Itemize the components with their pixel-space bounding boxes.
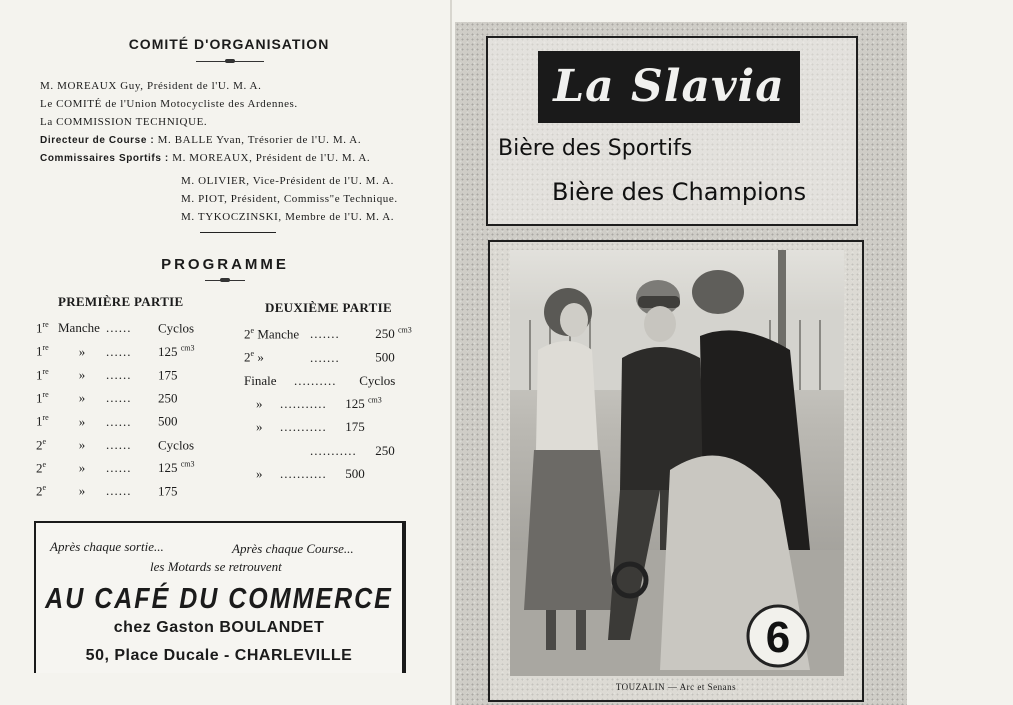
part1-row-label: 1re [36, 413, 49, 429]
part1-row [36, 390, 178, 406]
cafe-advert [34, 521, 406, 673]
part1-row-dots: ...... [106, 343, 132, 359]
advert-line2: les Motards se retrouvent [150, 559, 282, 574]
part2-title: DEUXIÈME PARTIE [265, 300, 392, 315]
part1-row-value: 125 $^{cm3}$ [158, 343, 195, 359]
programme-ornament [205, 280, 245, 281]
part1-row-dots: ...... [106, 460, 132, 476]
part2-row [244, 443, 395, 459]
part1-row-value: 500 [158, 413, 178, 429]
part1-row-label: 1re [36, 366, 49, 382]
slogan-sportifs: Bière des Sportifs [498, 136, 693, 161]
part1-row-label: 1re [36, 389, 49, 406]
commissaire-4: M. TYKOCZINSKI, Membre de l'U. M. A. [181, 211, 395, 223]
photo-caption: TOUZALIN — Arc et Senans [615, 682, 737, 692]
part1-row-label: 2e [36, 459, 47, 476]
part2-row-dots: ........... [310, 442, 357, 458]
part1-row [36, 343, 195, 359]
part2-row-value: 500 [342, 465, 365, 481]
commissaires-line [40, 152, 370, 164]
part1-row-dots: ...... [106, 483, 132, 499]
brand-logo: La Slavia [538, 51, 800, 123]
part2-row-value: 250 [372, 442, 395, 458]
riders-illustration [510, 250, 844, 676]
title-ornament [196, 61, 264, 62]
part2-row [244, 419, 365, 435]
organisation-rule [200, 232, 276, 233]
part2-row-value: 250 $^{cm3}$ [372, 326, 412, 342]
part1-row-label: 1re [36, 343, 49, 359]
part2-row-name: » [256, 396, 263, 412]
part2-row-name: 2e » [244, 349, 264, 365]
slogan-champions: Bière des Champions [552, 178, 807, 206]
director-line [40, 134, 361, 146]
part1-row-name: » [78, 483, 86, 499]
part1-row-value: 175 [158, 366, 178, 382]
part2-row-dots: ....... [310, 349, 340, 365]
part2-row-value: 500 [372, 349, 395, 365]
part2-row-name: Finale [244, 372, 277, 388]
part1-row [36, 367, 178, 383]
part2-row-value: 125 $^{cm3}$ [342, 395, 382, 412]
part1-row-label: 2e [36, 483, 47, 499]
part1-row-value: 175 [158, 483, 178, 499]
part2-row-name: 2e Manche [244, 326, 300, 342]
part1-row-name: » [78, 390, 86, 406]
part1-row-name: » [78, 366, 86, 382]
part1-row-value: Cyclos [158, 320, 195, 336]
commissaire-2: M. OLIVIER, Vice-Président de l'U. M. A. [181, 175, 395, 187]
part1-row [36, 437, 194, 453]
cafe-owner: chez Gaston BOULANDET [113, 619, 325, 636]
advert-line1-left: Après chaque sortie... [50, 539, 164, 554]
part1-row-dots: ...... [106, 413, 132, 429]
director-label: Directeur de Course : [40, 135, 155, 146]
photo-panel [488, 240, 864, 702]
part2-row-dots: ........... [280, 465, 327, 481]
part1-row [36, 320, 194, 336]
advert-line1-right: Après chaque Course... [232, 541, 354, 556]
part1-row-value: 125 $^{cm3}$ [158, 459, 195, 476]
part1-row [36, 483, 178, 499]
part2-row-dots: ....... [310, 326, 340, 342]
programme-page [0, 0, 450, 705]
part1-row-value: Cyclos [158, 436, 195, 452]
page-fold [450, 0, 452, 705]
member-line-1: M. MOREAUX Guy, Président de l'U. M. A. [40, 80, 262, 92]
part2-row [244, 373, 395, 389]
commissaire-3: M. PIOT, Président, Commiss"e Technique. [181, 193, 398, 205]
part1-row-dots: ...... [106, 366, 132, 382]
part1-row-name: » [78, 460, 86, 476]
programme-title: PROGRAMME [161, 256, 289, 273]
member-line-2: Le COMITÉ de l'Union Motocycliste des Ardennes. [40, 98, 298, 110]
cafe-name: AU CAFÉ DU COMMERCE [45, 582, 393, 616]
part2-row-name: » [256, 465, 263, 481]
race-number: 6 [765, 613, 791, 662]
part2-row [244, 349, 395, 365]
part2-row-name: » [256, 419, 263, 435]
part1-row [36, 413, 178, 429]
rider-photo [510, 250, 844, 676]
commissaire-1: M. MOREAUX, Président de l'U. M. A. [172, 152, 371, 164]
member-line-3: La COMMISSION TECHNIQUE. [40, 116, 208, 128]
brand-panel [486, 36, 858, 226]
part1-row-dots: ...... [106, 390, 132, 406]
part1-row-name: Manche [58, 320, 100, 336]
cafe-address: 50, Place Ducale - CHARLEVILLE [85, 647, 353, 664]
part2-row-dots: ........... [280, 419, 327, 435]
part1-row-name: » [78, 413, 86, 429]
commissaires-label: Commissaires Sportifs : [40, 153, 169, 164]
part1-row-dots: ...... [106, 320, 132, 336]
part1-row-dots: ...... [106, 436, 132, 452]
part1-row-value: 250 [158, 390, 178, 406]
part2-row-dots: ........... [280, 396, 327, 412]
part2-row-value: 175 [342, 419, 365, 435]
part1-row-name: » [78, 343, 86, 359]
part2-row-dots: .......... [294, 372, 337, 388]
part1-row-label: 1re [36, 320, 49, 336]
part1-row [36, 460, 195, 476]
cover-page [455, 22, 907, 705]
part2-row [244, 326, 412, 342]
part1-row-name: » [78, 436, 86, 452]
part2-row [244, 396, 382, 412]
part1-title: PREMIÈRE PARTIE [58, 294, 184, 309]
director-name: M. BALLE Yvan, Trésorier de l'U. M. A. [157, 134, 362, 146]
part1-row-label: 2e [36, 436, 47, 452]
part2-row [244, 466, 365, 482]
part2-row-value: Cyclos [356, 372, 396, 388]
organisation-title: COMITÉ D'ORGANISATION [128, 36, 330, 52]
